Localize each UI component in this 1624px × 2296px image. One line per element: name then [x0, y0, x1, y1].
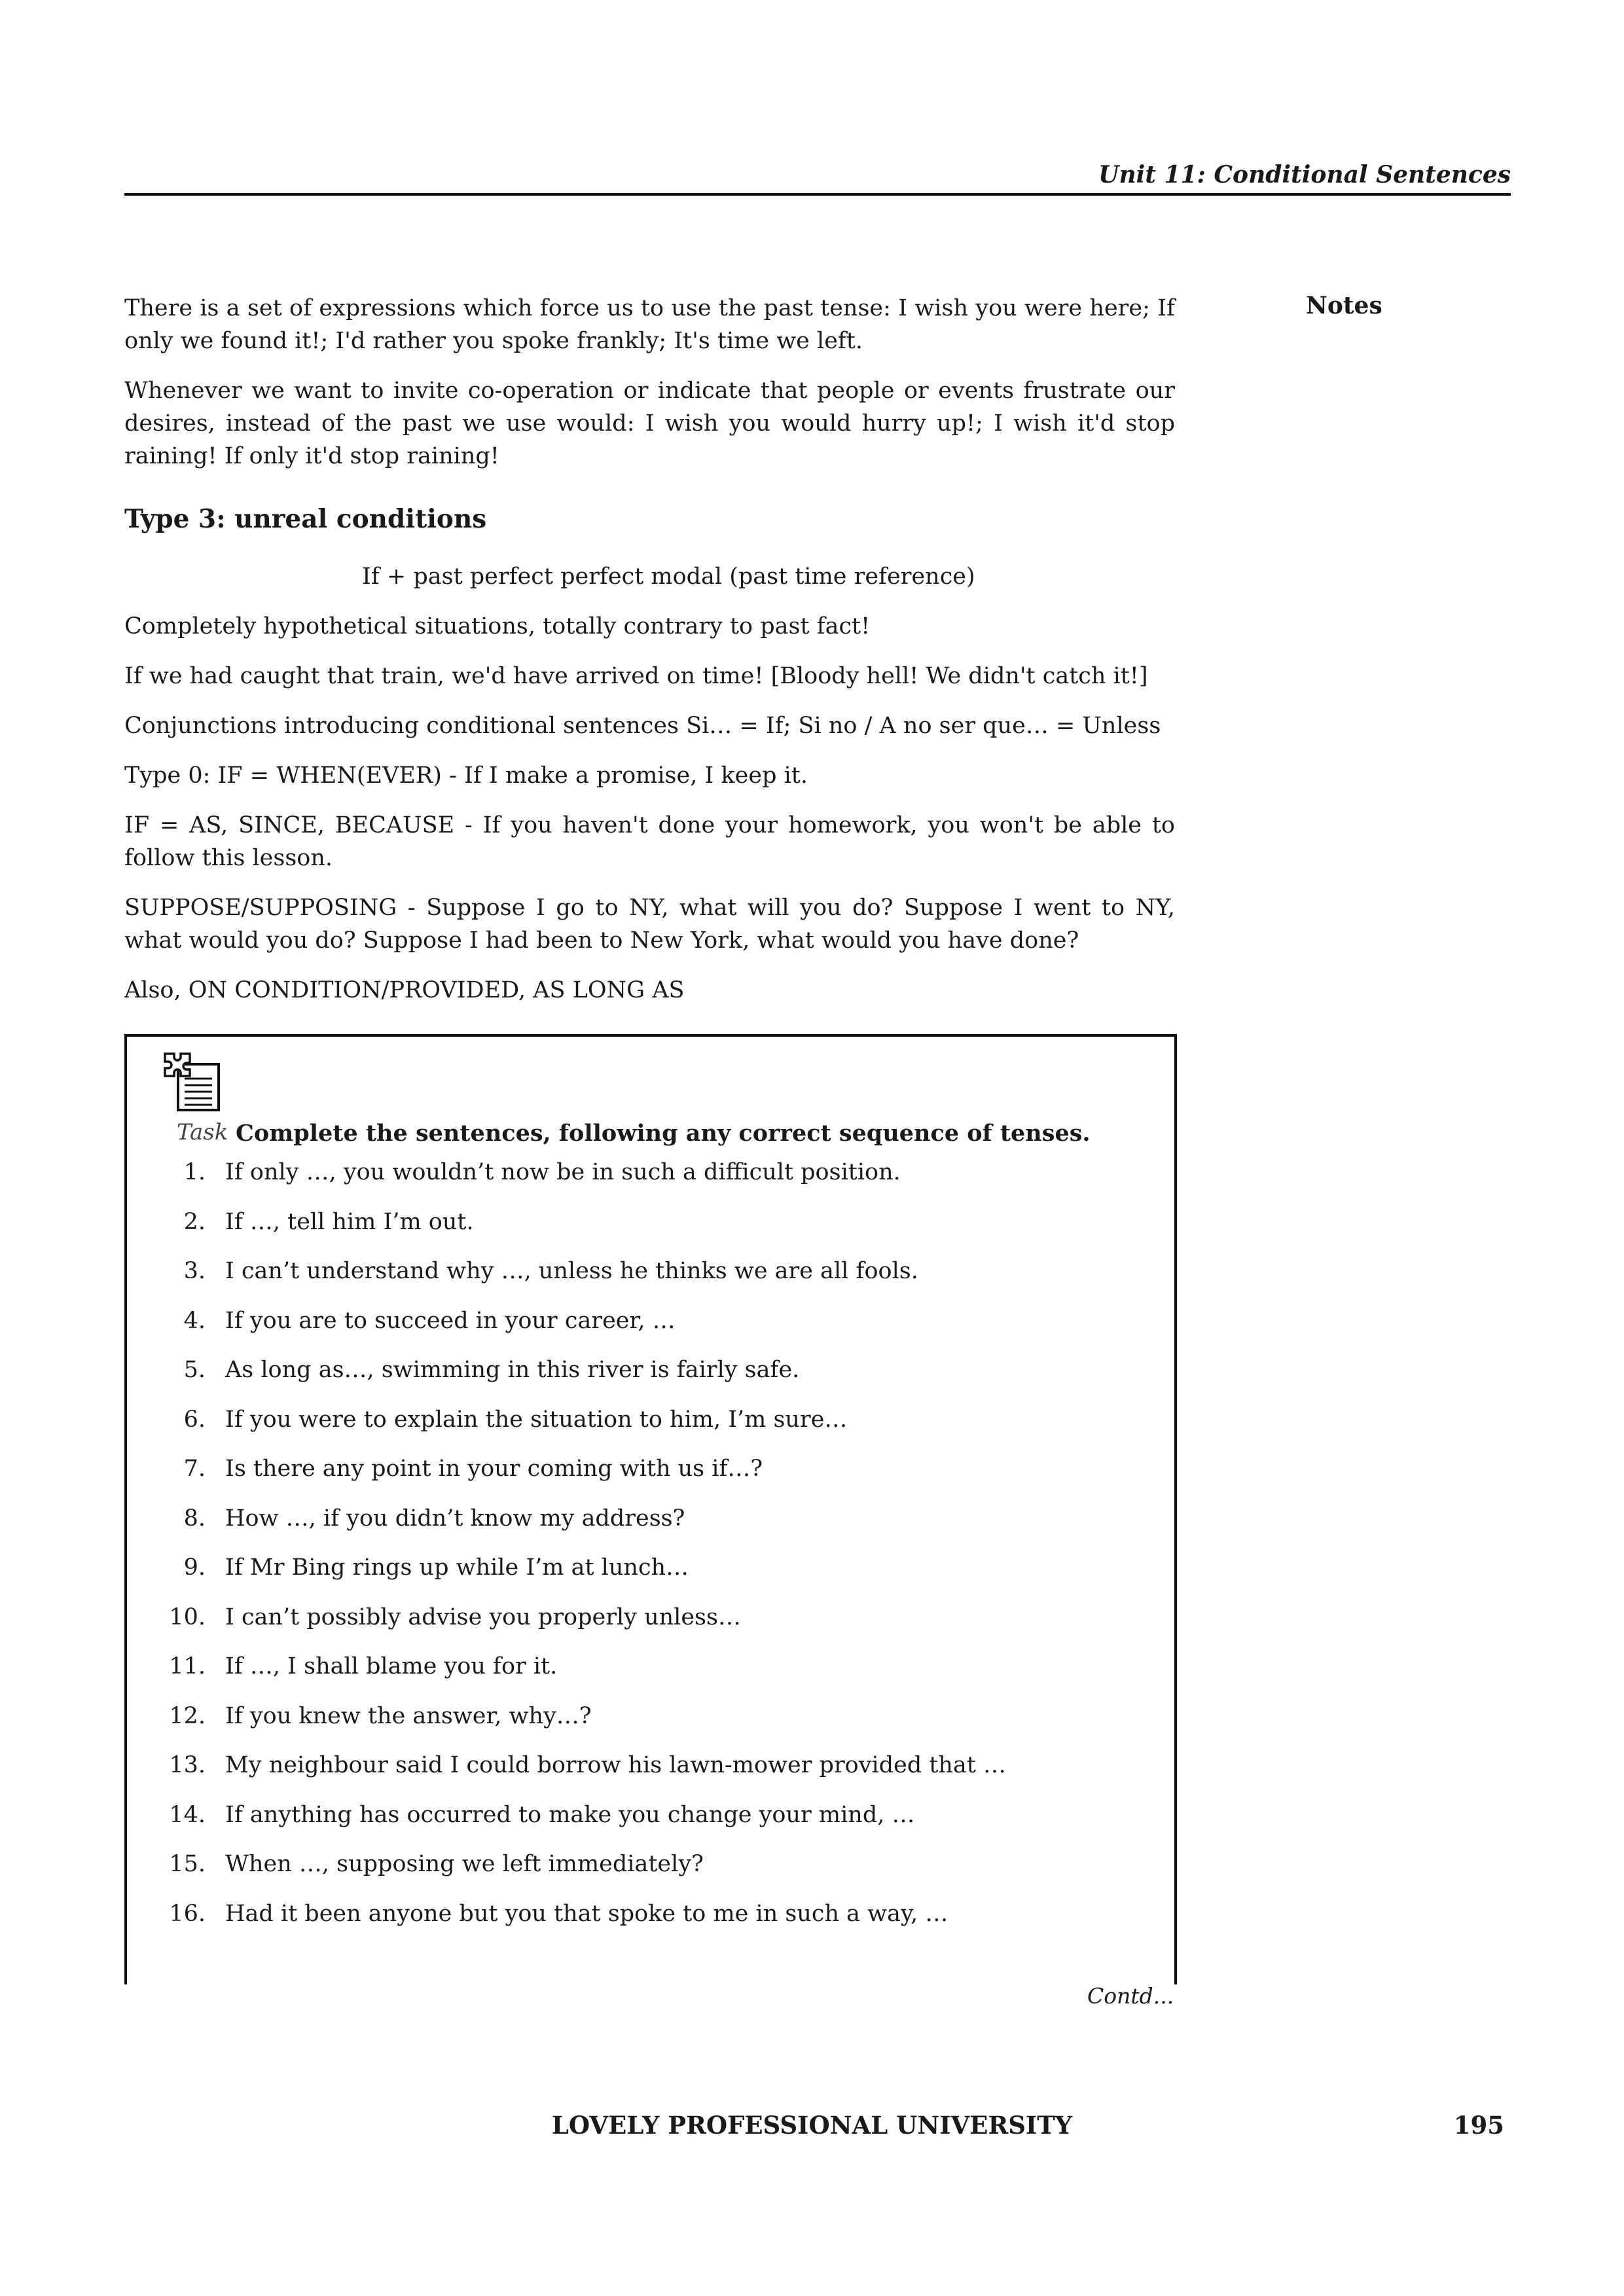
list-item: [127, 1601, 1168, 1651]
list-item: [127, 1452, 1168, 1502]
task-puzzle-icon: [161, 1050, 224, 1113]
continued-label: Contd...: [1087, 1983, 1174, 2009]
list-item: [127, 1749, 1168, 1799]
notes-label: Notes: [1306, 292, 1382, 319]
list-item: [127, 1206, 1168, 1255]
item-text: If …, I shall blame you for it.: [225, 1653, 558, 1679]
paragraph-would-usage: Whenever we want to invite co-operation or indicate that people or events frustrate our desires, instead of the past we use would: I wish you would hurry up!; I wish it'd stop raining! If only it'd stop raining!: [124, 378, 1175, 469]
item-number: 5.: [183, 1357, 206, 1383]
list-item: [127, 1551, 1168, 1601]
item-text: If you were to explain the situation to him, I’m sure…: [225, 1406, 848, 1433]
paragraph-hypothetical: Completely hypothetical situations, totally contrary to past fact!: [124, 613, 871, 639]
item-text: Had it been anyone but you that spoke to me in such a way, …: [225, 1900, 948, 1927]
paragraph-suppose: SUPPOSE/SUPPOSING - Suppose I go to NY, what will you do? Suppose I went to NY, what would you do? Suppose I had been to New York, what would you have done?: [124, 895, 1175, 954]
item-number: 2.: [183, 1208, 206, 1235]
item-number: 4.: [183, 1307, 206, 1334]
item-text: If anything has occurred to make you change your mind, …: [225, 1801, 915, 1828]
item-number: 13.: [169, 1752, 206, 1778]
unit-title: Unit 11: Conditional Sentences: [1098, 161, 1511, 188]
list-item: [127, 1156, 1168, 1206]
task-list: [127, 1156, 1168, 1946]
item-text: If you are to succeed in your career, …: [225, 1307, 676, 1334]
list-item: [127, 1650, 1168, 1700]
item-text: I can’t understand why …, unless he thinks we are all fools.: [225, 1258, 918, 1284]
item-number: 12.: [169, 1702, 206, 1729]
paragraph-conjunctions: Conjunctions introducing conditional sentences Si… = If; Si no / A no ser que… = Unless: [124, 713, 1161, 739]
paragraph-train-example: If we had caught that train, we'd have arrived on time! [Bloody hell! We didn't catch it!]: [124, 663, 1148, 689]
item-text: Is there any point in your coming with us if…?: [225, 1456, 763, 1482]
section-heading-type3: Type 3: unreal conditions: [124, 504, 487, 534]
item-text: My neighbour said I could borrow his lawn-mower provided that …: [225, 1752, 1007, 1778]
item-number: 16.: [169, 1900, 206, 1927]
item-number: 1.: [183, 1159, 206, 1185]
item-text: If Mr Bing rings up while I’m at lunch…: [225, 1554, 689, 1581]
item-number: 15.: [169, 1851, 206, 1877]
item-number: 11.: [169, 1653, 206, 1679]
paragraph-type0: Type 0: IF = WHEN(EVER) - If I make a promise, I keep it.: [124, 762, 808, 789]
footer-university: LOVELY PROFESSIONAL UNIVERSITY: [551, 2111, 1073, 2140]
list-item: [127, 1700, 1168, 1749]
main-content: [124, 292, 1175, 1024]
item-text: How …, if you didn’t know my address?: [225, 1505, 685, 1532]
item-number: 8.: [183, 1505, 206, 1532]
list-item: [127, 1897, 1168, 1947]
page-number: 195: [1453, 2111, 1504, 2140]
item-number: 6.: [183, 1406, 206, 1433]
paragraph-past-tense-expressions: There is a set of expressions which force us to use the past tense: I wish you were here; If only we found it!; I'd rather you spoke frankly; It's time we left.: [124, 295, 1175, 354]
item-text: If …, tell him I’m out.: [225, 1208, 474, 1235]
item-text: When …, supposing we left immediately?: [225, 1851, 704, 1877]
item-text: As long as…, swimming in this river is fairly safe.: [225, 1357, 800, 1383]
list-item: [127, 1799, 1168, 1848]
task-instruction: Complete the sentences, following any correct sequence of tenses.: [236, 1120, 1091, 1147]
type3-formula: If + past perfect perfect modal (past time reference): [362, 564, 975, 590]
item-text: If only …, you wouldn’t now be in such a difficult position.: [225, 1159, 901, 1185]
list-item: [127, 1848, 1168, 1897]
item-text: If you knew the answer, why…?: [225, 1702, 592, 1729]
item-number: 10.: [169, 1604, 206, 1630]
list-item: [127, 1255, 1168, 1304]
list-item: [127, 1502, 1168, 1552]
task-label: Task: [177, 1119, 228, 1145]
paragraph-if-because: IF = AS, SINCE, BECAUSE - If you haven't done your homework, you won't be able to follow this lesson.: [124, 812, 1175, 871]
item-number: 14.: [169, 1801, 206, 1828]
item-text: I can’t possibly advise you properly unless…: [225, 1604, 741, 1630]
item-number: 9.: [183, 1554, 206, 1581]
paragraph-also: Also, ON CONDITION/PROVIDED, AS LONG AS: [124, 977, 685, 1003]
task-box: [124, 1034, 1177, 1984]
item-number: 7.: [183, 1456, 206, 1482]
list-item: [127, 1354, 1168, 1403]
item-number: 3.: [183, 1258, 206, 1284]
list-item: [127, 1403, 1168, 1453]
header-rule: [124, 193, 1511, 196]
list-item: [127, 1304, 1168, 1354]
